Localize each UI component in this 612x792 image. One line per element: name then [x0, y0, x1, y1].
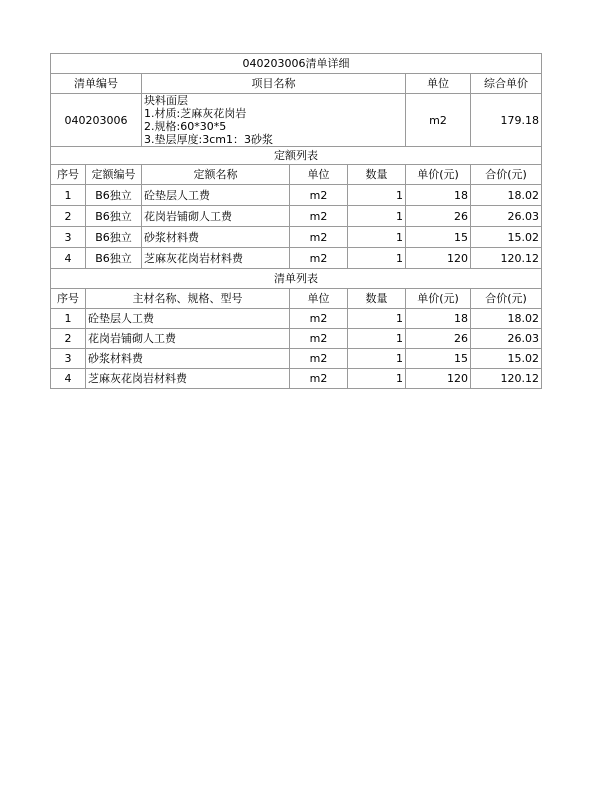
quota-code: B6独立 — [86, 206, 142, 227]
quota-no: 4 — [51, 248, 86, 269]
quota-row — [51, 185, 542, 206]
table-title: 040203006清单详细 — [51, 54, 542, 74]
list-header-qty: 数量 — [348, 289, 406, 309]
item-header-row — [51, 74, 542, 94]
header-code: 清单编号 — [51, 74, 142, 94]
list-unit: m2 — [290, 309, 348, 329]
quota-qty: 1 — [348, 206, 406, 227]
quota-header-unit: 单位 — [290, 165, 348, 185]
item-description — [142, 94, 406, 147]
list-unit: m2 — [290, 369, 348, 389]
quota-qty: 1 — [348, 185, 406, 206]
list-no: 3 — [51, 349, 86, 369]
quota-header-no: 序号 — [51, 165, 86, 185]
list-total: 18.02 — [471, 309, 542, 329]
item-desc-line: 3.垫层厚度:3cm1：3砂浆 — [144, 133, 273, 146]
list-name: 芝麻灰花岗岩材料费 — [86, 369, 290, 389]
bill-detail-table — [50, 53, 542, 389]
quota-header-price: 单价(元) — [406, 165, 471, 185]
quota-name: 砂浆材料费 — [142, 227, 290, 248]
quota-name: 花岗岩铺砌人工费 — [142, 206, 290, 227]
list-no: 2 — [51, 329, 86, 349]
list-header-no: 序号 — [51, 289, 86, 309]
quota-total: 26.03 — [471, 206, 542, 227]
quota-row — [51, 227, 542, 248]
quota-code: B6独立 — [86, 248, 142, 269]
quota-unit: m2 — [290, 206, 348, 227]
quota-header-total: 合价(元) — [471, 165, 542, 185]
quota-price: 26 — [406, 206, 471, 227]
list-price: 120 — [406, 369, 471, 389]
item-price: 179.18 — [471, 94, 542, 147]
quota-name: 砼垫层人工费 — [142, 185, 290, 206]
quota-row — [51, 206, 542, 227]
list-price: 26 — [406, 329, 471, 349]
quota-total: 18.02 — [471, 185, 542, 206]
list-total: 15.02 — [471, 349, 542, 369]
list-price: 15 — [406, 349, 471, 369]
list-name: 砂浆材料费 — [86, 349, 290, 369]
list-header-unit: 单位 — [290, 289, 348, 309]
quota-header-name: 定额名称 — [142, 165, 290, 185]
quota-section-row — [51, 147, 542, 165]
item-desc-line: 1.材质:芝麻灰花岗岩 — [144, 107, 247, 120]
quota-header-row — [51, 165, 542, 185]
quota-no: 3 — [51, 227, 86, 248]
list-row — [51, 369, 542, 389]
quota-total: 15.02 — [471, 227, 542, 248]
quota-price: 18 — [406, 185, 471, 206]
quota-code: B6独立 — [86, 227, 142, 248]
quota-header-code: 定额编号 — [86, 165, 142, 185]
list-unit: m2 — [290, 329, 348, 349]
item-desc-line: 块料面层 — [144, 94, 188, 107]
header-price: 综合单价 — [471, 74, 542, 94]
list-header-total: 合价(元) — [471, 289, 542, 309]
quota-code: B6独立 — [86, 185, 142, 206]
quota-qty: 1 — [348, 227, 406, 248]
list-total: 26.03 — [471, 329, 542, 349]
title-row — [51, 54, 542, 74]
list-qty: 1 — [348, 309, 406, 329]
list-qty: 1 — [348, 329, 406, 349]
item-row — [51, 94, 542, 147]
quota-section-title: 定额列表 — [51, 147, 542, 165]
list-price: 18 — [406, 309, 471, 329]
quota-price: 15 — [406, 227, 471, 248]
list-qty: 1 — [348, 369, 406, 389]
quota-price: 120 — [406, 248, 471, 269]
quota-qty: 1 — [348, 248, 406, 269]
item-code: 040203006 — [51, 94, 142, 147]
quota-name: 芝麻灰花岗岩材料费 — [142, 248, 290, 269]
list-no: 1 — [51, 309, 86, 329]
header-name: 项目名称 — [142, 74, 406, 94]
item-desc-line: 2.规格:60*30*5 — [144, 120, 227, 133]
list-section-row — [51, 269, 542, 289]
quota-header-qty: 数量 — [348, 165, 406, 185]
list-header-price: 单价(元) — [406, 289, 471, 309]
list-header-name: 主材名称、规格、型号 — [86, 289, 290, 309]
quota-row — [51, 248, 542, 269]
list-qty: 1 — [348, 349, 406, 369]
list-row — [51, 329, 542, 349]
item-unit: m2 — [406, 94, 471, 147]
list-no: 4 — [51, 369, 86, 389]
quota-unit: m2 — [290, 185, 348, 206]
list-section-title: 清单列表 — [51, 269, 542, 289]
list-row — [51, 309, 542, 329]
list-name: 砼垫层人工费 — [86, 309, 290, 329]
list-name: 花岗岩铺砌人工费 — [86, 329, 290, 349]
quota-unit: m2 — [290, 227, 348, 248]
list-header-row — [51, 289, 542, 309]
quota-total: 120.12 — [471, 248, 542, 269]
quota-no: 2 — [51, 206, 86, 227]
quota-unit: m2 — [290, 248, 348, 269]
quota-no: 1 — [51, 185, 86, 206]
list-unit: m2 — [290, 349, 348, 369]
header-unit: 单位 — [406, 74, 471, 94]
list-total: 120.12 — [471, 369, 542, 389]
list-row — [51, 349, 542, 369]
